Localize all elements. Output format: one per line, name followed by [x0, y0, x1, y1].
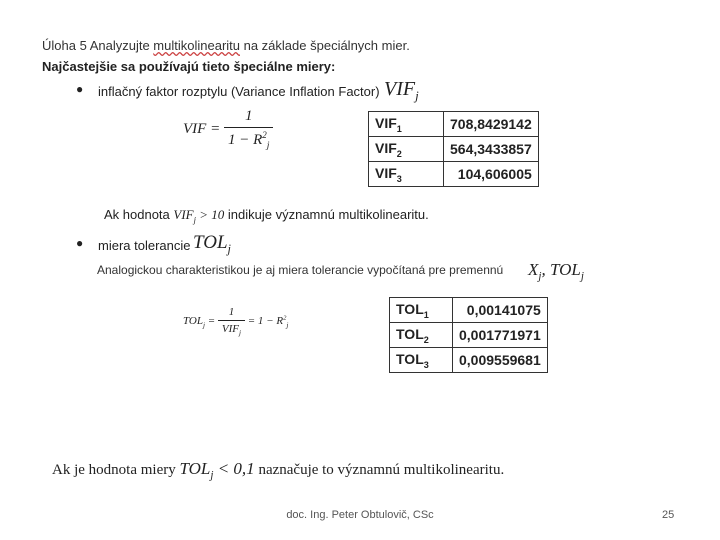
vif-value-1: 708,8429142: [444, 112, 539, 137]
tol-formula-numerator: 1: [228, 306, 235, 318]
cond1-expr: [173, 207, 225, 225]
vif-symbol-main: VIF: [384, 78, 416, 100]
vif-table: [368, 111, 539, 187]
cond2-prefix: Ak je hodnota miery: [52, 462, 176, 478]
tol-label-sub: 2: [423, 334, 429, 345]
vif-label-sub: 2: [396, 148, 402, 159]
condition2: [52, 459, 504, 481]
cond2-expr-sub: j: [210, 469, 214, 482]
bullet-dot-2: ●: [76, 236, 84, 250]
condition1: [104, 207, 429, 225]
tol-den-sub: j: [239, 329, 241, 338]
tol-label-sub: 1: [423, 309, 429, 320]
tol-label-3: [390, 348, 453, 373]
table-row: [369, 162, 539, 187]
intro-text: Najčastejšie sa používajú tieto špeciálne miery:: [42, 59, 336, 74]
table-row: [369, 112, 539, 137]
tol-formula-lhs-sub: j: [202, 321, 205, 330]
tol-table-wrap: [389, 297, 548, 373]
tol-formula-rhs-sup: 2: [283, 314, 287, 322]
vif-label-text: VIF: [375, 139, 397, 156]
table-row: [390, 298, 548, 323]
tol-label-1: [390, 298, 453, 323]
tol-value-2: 0,001771971: [453, 323, 548, 348]
vif-symbol-sub: j: [415, 88, 419, 103]
tol-den-text: VIF: [221, 323, 240, 335]
vif-symbol: [384, 78, 419, 104]
cond2-expr-rel: < 0,1: [213, 459, 255, 478]
tol-label-sub: 3: [423, 359, 429, 370]
cond1-expr-rel: > 10: [195, 207, 225, 222]
tol-value-1: 0,00141075: [453, 298, 548, 323]
vif-label-3: [369, 162, 444, 187]
vif-den-sup: 2: [262, 130, 267, 140]
vif-den-text: 1 − R: [227, 132, 263, 148]
vif-formula-lhs: VIF =: [183, 120, 221, 137]
vif-label-1: [369, 112, 444, 137]
tol-symbol: [193, 232, 231, 257]
tol-label-2: [390, 323, 453, 348]
page-number: 25: [662, 509, 675, 521]
tol-formula-denominator: [218, 320, 245, 337]
vif-value-2: 564,3433857: [444, 137, 539, 162]
cond2-expr: [179, 459, 255, 482]
tol-symbol-sub: j: [227, 241, 231, 256]
vif-table-wrap: [368, 111, 539, 187]
cond1-suffix: indikuje významnú multikolinearitu.: [227, 207, 429, 222]
vif-label-text: VIF: [375, 114, 397, 131]
analog-tol-sub: j: [580, 270, 584, 283]
analog-text: Analogickou charakteristikou je aj miera tolerancie vypočítaná pre premennú: [97, 263, 504, 277]
cond1-expr-main: VIF: [173, 207, 194, 222]
cond2-expr-main: TOL: [179, 459, 211, 478]
vif-label-sub: 3: [396, 173, 402, 184]
tol-value-3: 0,009559681: [453, 348, 548, 373]
cond2-suffix: naznačuje to významnú multikolinearitu.: [258, 462, 505, 478]
table-row: [390, 323, 548, 348]
bullet1-text: inflačný faktor rozptylu (Variance Inflation Factor): [98, 84, 380, 99]
vif-formula-fraction: [224, 108, 274, 151]
tol-label-text: TOL: [396, 300, 424, 317]
vif-formula-denominator: [224, 127, 274, 151]
analog-x: X: [528, 260, 539, 279]
tol-formula-rhs: = 1 − R: [245, 315, 284, 328]
cond1-prefix: Ak hodnota: [104, 207, 170, 222]
task-underlined: multikolinearitu: [153, 38, 240, 53]
vif-label-text: VIF: [375, 164, 397, 181]
tol-symbol-main: TOL: [193, 232, 228, 253]
bullet2-text: miera tolerancie: [98, 238, 191, 253]
analog-tol: TOL: [549, 260, 581, 279]
table-row: [390, 348, 548, 373]
task-heading: [42, 38, 410, 53]
vif-label-2: [369, 137, 444, 162]
vif-label-sub: 1: [396, 123, 402, 134]
tol-label-text: TOL: [396, 325, 424, 342]
analog-vars: [528, 260, 584, 282]
vif-formula-numerator: 1: [244, 108, 253, 124]
cond1-expr-sub: j: [193, 214, 196, 225]
task-suffix: na základe špeciálnych mier.: [240, 38, 410, 53]
tol-formula-rhs-sub: j: [286, 321, 289, 330]
vif-den-sub: j: [266, 140, 270, 151]
task-prefix: Úloha 5 Analyzujte: [42, 38, 154, 53]
table-row: [369, 137, 539, 162]
analog-x-sub: j: [538, 270, 542, 283]
tol-formula-fraction: [218, 306, 245, 337]
tol-formula-eq: =: [204, 315, 218, 328]
footer-author: doc. Ing. Peter Obtulovič, CSc: [286, 509, 434, 521]
tol-formula-lhs: TOL: [183, 315, 203, 328]
tol-formula: [183, 306, 288, 337]
vif-value-3: 104,606005: [444, 162, 539, 187]
tol-label-text: TOL: [396, 350, 424, 367]
bullet-dot-1: ●: [76, 82, 84, 96]
tol-table: [389, 297, 548, 373]
analog-sep: ,: [541, 260, 550, 279]
vif-formula: [183, 108, 273, 151]
